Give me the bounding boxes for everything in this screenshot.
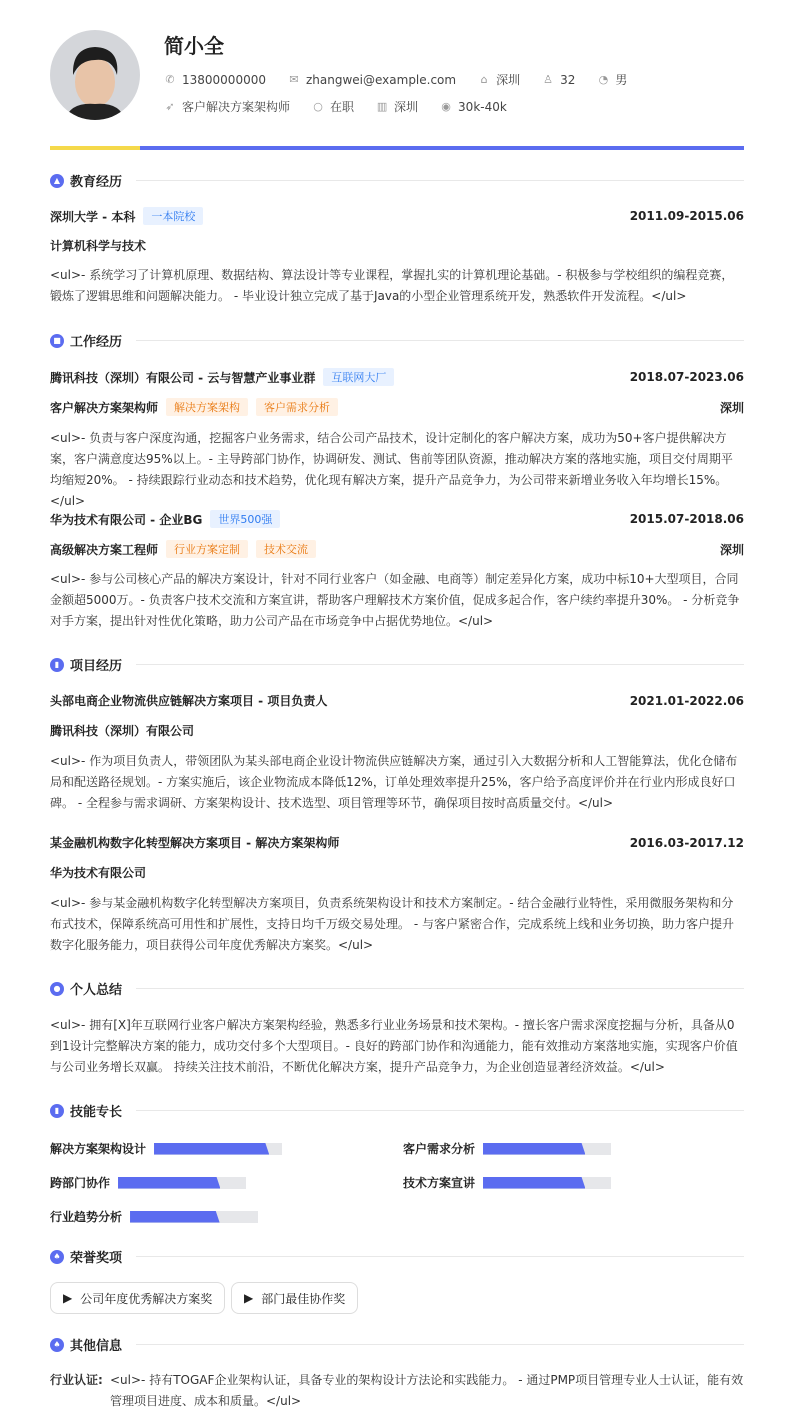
city: 深圳 bbox=[496, 73, 521, 87]
skill-fill bbox=[154, 1143, 269, 1155]
other-info bbox=[50, 1370, 744, 1412]
award-label: 部门最佳协作奖 bbox=[261, 1291, 346, 1306]
job-title: 客户解决方案架构师 bbox=[182, 100, 291, 114]
section-other bbox=[50, 1335, 744, 1354]
mail-icon: ✉ bbox=[289, 73, 299, 86]
info-icon: ♠ bbox=[50, 1338, 64, 1352]
phone-icon: ✆ bbox=[165, 73, 175, 86]
skill-fill bbox=[483, 1177, 585, 1189]
major: 计算机科学与技术 bbox=[50, 239, 147, 253]
project-title: 某金融机构数字化转型解决方案项目 - 解决方案架构师 bbox=[50, 836, 340, 850]
skill-fill bbox=[130, 1211, 220, 1223]
work-date: 2018.07-2023.06 bbox=[629, 370, 744, 384]
skill-item bbox=[50, 1208, 258, 1225]
skill-bar bbox=[118, 1177, 246, 1189]
job-status: 在职 bbox=[330, 100, 355, 114]
project-date: 2016.03-2017.12 bbox=[629, 835, 744, 850]
age: 32 bbox=[560, 72, 576, 87]
company: 腾讯科技（深圳）有限公司 - 云与智慧产业事业群 bbox=[50, 370, 316, 385]
skill-bar bbox=[130, 1211, 258, 1223]
candidate-name: 简小全 bbox=[164, 34, 224, 58]
summary-text: <ul>- 拥有[X]年互联网行业客户解决方案架构经验，熟悉多行业业务场景和技术架构。- 擅长客户需求深度挖掘与分析，具备从0到1设计完整解决方案的能力，成功交付多个大型项目。- 良好的跨部门协作和沟通能力，能有效推动方案落地实施，实现客户价值与公司业务增长双赢。 持续关注技术前沿，不断优化解决方案，提升产品竞争力，为企业创造显著经济效益。</ul> bbox=[50, 1018, 738, 1074]
section-title: 技能专长 bbox=[70, 1105, 123, 1120]
award-icon: ♠ bbox=[50, 1250, 64, 1264]
skill-bar bbox=[483, 1143, 611, 1155]
section-title: 其他信息 bbox=[70, 1339, 123, 1354]
skill-bar bbox=[483, 1177, 611, 1189]
salary: 30k-40k bbox=[458, 99, 507, 114]
gender-icon: ◔ bbox=[598, 73, 609, 86]
section-education bbox=[50, 171, 744, 190]
skill-item bbox=[403, 1140, 611, 1157]
work-icon: ■ bbox=[50, 334, 64, 348]
section-title: 工作经历 bbox=[70, 335, 123, 350]
salary-icon: ◉ bbox=[441, 100, 451, 113]
skill-name: 客户需求分析 bbox=[403, 1142, 476, 1156]
work-row bbox=[50, 368, 744, 386]
skill-bar bbox=[154, 1143, 282, 1155]
role: 高级解决方案工程师 bbox=[50, 542, 159, 557]
chart-icon: ▮ bbox=[50, 658, 64, 672]
work-desc: <ul>- 参与公司核心产品的解决方案设计，针对不同行业客户（如金融、电商等）制定差异化方案，成功中标10+大型项目，合同金额超5000万。- 负责客户技术交流和方案宣讲，帮助客户理解技术方案价值，促成多起合作，客户续约率提升30%。 - 分析竞争对手方案，提出针对性优化策略，助力公司产品在市场竞争中占据优势地位。</ul> bbox=[50, 572, 740, 628]
skill-name: 解决方案架构设计 bbox=[50, 1142, 147, 1156]
play-icon: ▶ bbox=[63, 1291, 73, 1305]
home-icon: ⌂ bbox=[480, 73, 488, 86]
section-projects bbox=[50, 655, 744, 674]
project-desc: <ul>- 参与某金融机构数字化转型解决方案项目，负责系统架构设计和技术方案制定。- 结合金融行业特性，采用微服务架构和分布式技术，保障系统高可用性和扩展性，支持日均千万级交易处理。 - 与客户紧密合作，完成系统上线和业务切换，助力客户提升数字化服务能力，项目获得公司年度优秀解决方案奖。</ul> bbox=[50, 896, 734, 952]
section-title: 个人总结 bbox=[70, 983, 123, 998]
project-date: 2021.01-2022.06 bbox=[629, 693, 744, 708]
skill-fill bbox=[483, 1143, 585, 1155]
project-company: 腾讯科技（深圳）有限公司 bbox=[50, 724, 195, 738]
job-line bbox=[164, 98, 507, 115]
project-row bbox=[50, 834, 744, 851]
work-date: 2015.07-2018.06 bbox=[629, 512, 744, 526]
role-tag: 客户需求分析 bbox=[256, 398, 338, 416]
project-title: 头部电商企业物流供应链解决方案项目 - 项目负责人 bbox=[50, 694, 328, 708]
avatar-photo bbox=[50, 30, 140, 120]
school-tag: 一本院校 bbox=[143, 207, 203, 225]
section-work bbox=[50, 331, 744, 350]
skill-name: 跨部门协作 bbox=[50, 1176, 111, 1190]
company-tag: 世界500强 bbox=[210, 510, 280, 528]
role-row bbox=[50, 398, 744, 416]
gender: 男 bbox=[615, 73, 628, 87]
skill-fill bbox=[118, 1177, 220, 1189]
work-city: 深圳 bbox=[719, 542, 744, 557]
other-text: <ul>- 持有TOGAF企业架构认证，具备专业的架构设计方法论和实践能力。 - 通过PMP项目管理专业人士认证，能有效管理项目进度、成本和质量。</ul> bbox=[110, 1373, 744, 1408]
user-icon: ● bbox=[50, 982, 64, 996]
work-city: 深圳 bbox=[719, 400, 744, 415]
skill-item bbox=[403, 1174, 611, 1191]
header-divider bbox=[50, 146, 744, 150]
award-item[interactable] bbox=[50, 1282, 225, 1314]
project-desc: <ul>- 作为项目负责人，带领团队为某头部电商企业设计物流供应链解决方案，通过引入大数据分析和人工智能算法，优化仓储布局和配送路径规划。- 方案实施后，该企业物流成本降低12%，订单处理效率提升25%，客户给予高度评价并在行业内形成良好口碑。 - 全程参与需求调研、方案架构设计、技术选型、项目管理等环节，确保项目按时高质量交付。</ul> bbox=[50, 754, 738, 810]
company: 华为技术有限公司 - 企业BG bbox=[50, 512, 203, 527]
section-skills bbox=[50, 1101, 744, 1120]
project-row bbox=[50, 692, 744, 709]
phone: 13800000000 bbox=[182, 72, 266, 87]
profile-header bbox=[50, 30, 744, 120]
section-title: 教育经历 bbox=[70, 175, 123, 190]
section-title: 项目经历 bbox=[70, 659, 123, 674]
section-title: 荣誉奖项 bbox=[70, 1251, 123, 1266]
role-tag: 技术交流 bbox=[256, 540, 316, 558]
section-awards bbox=[50, 1247, 744, 1266]
work-desc: <ul>- 负责与客户深度沟通，挖掘客户业务需求，结合公司产品技术，设计定制化的客户解决方案，成功为50+客户提供解决方案，客户满意度达95%以上。- 主导跨部门协作，协调研发、测试、售前等团队资源，推动解决方案的落地实施，项目交付周期平均缩短20%。 - 持续跟踪行业动态和技术趋势，优化现有解决方案，提升产品竞争力，为公司带来新增业务收入年均增长15%。</ul> bbox=[50, 431, 733, 508]
role: 客户解决方案架构师 bbox=[50, 400, 159, 415]
play-icon: ▶ bbox=[244, 1291, 254, 1305]
skill-name: 行业趋势分析 bbox=[50, 1210, 123, 1224]
award-label: 公司年度优秀解决方案奖 bbox=[80, 1291, 213, 1306]
work-row bbox=[50, 510, 744, 528]
role-tag: 行业方案定制 bbox=[166, 540, 248, 558]
target-city: 深圳 bbox=[394, 100, 419, 114]
education-row bbox=[50, 207, 744, 225]
role-row bbox=[50, 540, 744, 558]
building-icon: ▥ bbox=[376, 100, 388, 113]
project-company: 华为技术有限公司 bbox=[50, 866, 147, 880]
award-item[interactable] bbox=[231, 1282, 358, 1314]
skill-item bbox=[50, 1140, 282, 1157]
education-desc: <ul>- 系统学习了计算机原理、数据结构、算法设计等专业课程，掌握扎实的计算机理论基础。- 积极参与学校组织的编程竞赛，锻炼了逻辑思维和问题解决能力。 - 毕业设计独立完成了基于Java的小型企业管理系统开发，熟悉软件开发流程。</ul> bbox=[50, 268, 734, 303]
skill-item bbox=[50, 1174, 246, 1191]
contact-line bbox=[164, 71, 627, 88]
chart-icon: ▮ bbox=[50, 1104, 64, 1118]
other-label: 行业认证: bbox=[50, 1373, 103, 1387]
age-icon: ♙ bbox=[543, 73, 554, 86]
email: zhangwei@example.com bbox=[305, 72, 457, 87]
education-icon: ▲ bbox=[50, 174, 64, 188]
role-tag: 解决方案架构 bbox=[166, 398, 248, 416]
send-icon: ➶ bbox=[165, 100, 175, 113]
avatar bbox=[50, 30, 140, 120]
education-date: 2011.09-2015.06 bbox=[629, 209, 744, 223]
company-tag: 互联网大厂 bbox=[323, 368, 394, 386]
section-summary bbox=[50, 979, 744, 998]
status-icon: ○ bbox=[313, 100, 323, 113]
skill-name: 技术方案宣讲 bbox=[403, 1176, 476, 1190]
school: 深圳大学 - 本科 bbox=[50, 209, 136, 224]
